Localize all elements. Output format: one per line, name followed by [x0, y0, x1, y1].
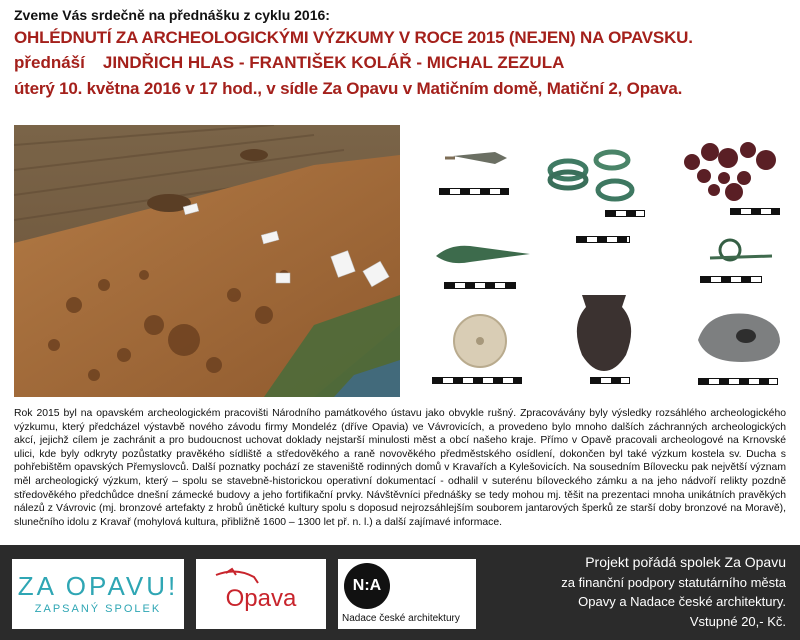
nca-mark-icon — [344, 563, 390, 609]
scale-bar — [432, 377, 522, 384]
logo-nca-text: Nadace české architektury — [342, 613, 460, 624]
logo-za-opavu — [12, 559, 184, 629]
admission-line: Vstupné 20,- Kč. — [689, 613, 786, 629]
artifact-ceramic-vessel — [560, 285, 648, 389]
scale-bar — [590, 377, 630, 384]
header — [14, 4, 790, 102]
scale-bar — [576, 236, 630, 243]
scale-bar — [700, 276, 762, 283]
artifact-amber-beads — [670, 128, 788, 220]
logo-za-opavu-sub: ZAPSANÝ SPOLEK — [34, 603, 162, 615]
scale-bar — [605, 210, 645, 217]
lecturers-label: přednáší — [14, 53, 85, 72]
organizer-line-1: Projekt pořádá spolek Za Opavu — [585, 554, 786, 570]
nca-mark-text: N:A — [352, 577, 382, 594]
logo-opava — [196, 559, 326, 629]
artifact-arrowhead — [425, 128, 535, 203]
logo-nadace-ceske-architektury — [338, 559, 476, 629]
lecturers-names: JINDŘICH HLAS - FRANTIŠEK KOLÁŘ - MICHAL ZEZULA — [102, 53, 565, 72]
lecture-title: OHLÉDNUTÍ ZA ARCHEOLOGICKÝMI VÝZKUMY V ROCE 2015 (NEJEN) NA OPAVSKU. — [14, 28, 693, 47]
invitation-line: Zveme Vás srdečně na přednášku z cyklu 2016: — [14, 7, 330, 23]
logo-opava-text: Opava — [225, 585, 297, 612]
scale-bar — [730, 208, 780, 215]
scale-bar — [444, 282, 516, 289]
artifact-stone-axe — [688, 300, 788, 388]
artifact-sun-idol — [432, 305, 532, 387]
date-place-line: úterý 10. května 2016 v 17 hod., v sídle Za Opavu v Matičním domě, Matiční 2, Opava. — [14, 79, 683, 98]
scale-bar — [439, 188, 509, 195]
organizer-line-3: Opavy a Nadace české architektury. — [578, 594, 786, 609]
organizer-info — [486, 553, 786, 631]
artifact-bronze-pin — [690, 232, 790, 290]
artifact-bronze-dagger — [430, 234, 538, 296]
logo-za-opavu-main: ZA OPAVU! — [17, 571, 179, 601]
lecture-description: Rok 2015 byl na opavském archeologickém pracovišti Národního památkového ústavu jako obvykle rušný. Zpracovávány byly výsledky rozsáhlého archeologického výzkumu, který předcházel výstavbě nového závodu firmy Mondeléz (dříve Opavia) ve Vávrovicích, a provedeno bylo mnoho dalších záchranných archeologických akcí, jejichž cílem je zachránit a pro budoucnost uchovat doklady nejstarší minulosti měst a obcí našeho kraje. Přímo v Opavě pracovali archeologové na Krnovské ulici, kde byly odkryty pozůstatky pravěkého sídliště a středověkého a raně novověkého předměstského osídlení, dokončen byl také výzkum kostela sv. Ducha s pohřebištěm opavských Přemyslovců. Další poznatky pochází ze staveniště rodinných domů v Kravařích a Kylešovicích. Na sousedním Bílovecku pak největší význam měl archeologický výzkum, který – spolu se stavebně-historickou operativní dokumentací - odhalil v suterénu bíloveckého zámku a na jeho nádvoří relikty pozdně středověkého předchůdce dnešní zámecké budovy a jeho fortifikační prvky. Návštěvníci přednášky se tedy mohou mj. těšit na prezentaci mnoha unikátních pravěkých nálezů z Vávrovic (mj. bronzové artefakty z hrobů únětické kultury spolu s doposud nejrozsáhlejším souborem jantarových šperků ze starší doby bronzové na Moravě), slunečního idolu z Kravař (mohylová kultura, přibližně 1600 – 1300 let př. n. l.) a další zajímavé informace. — [14, 408, 786, 528]
scale-bar — [698, 378, 778, 385]
lecturers-line — [14, 50, 790, 76]
aerial-excavation-photo — [14, 125, 400, 397]
footer-bar — [0, 545, 800, 640]
artifact-bronze-spirals — [540, 132, 650, 222]
organizer-line-2: za finanční podpory statutárního města — [561, 574, 786, 590]
